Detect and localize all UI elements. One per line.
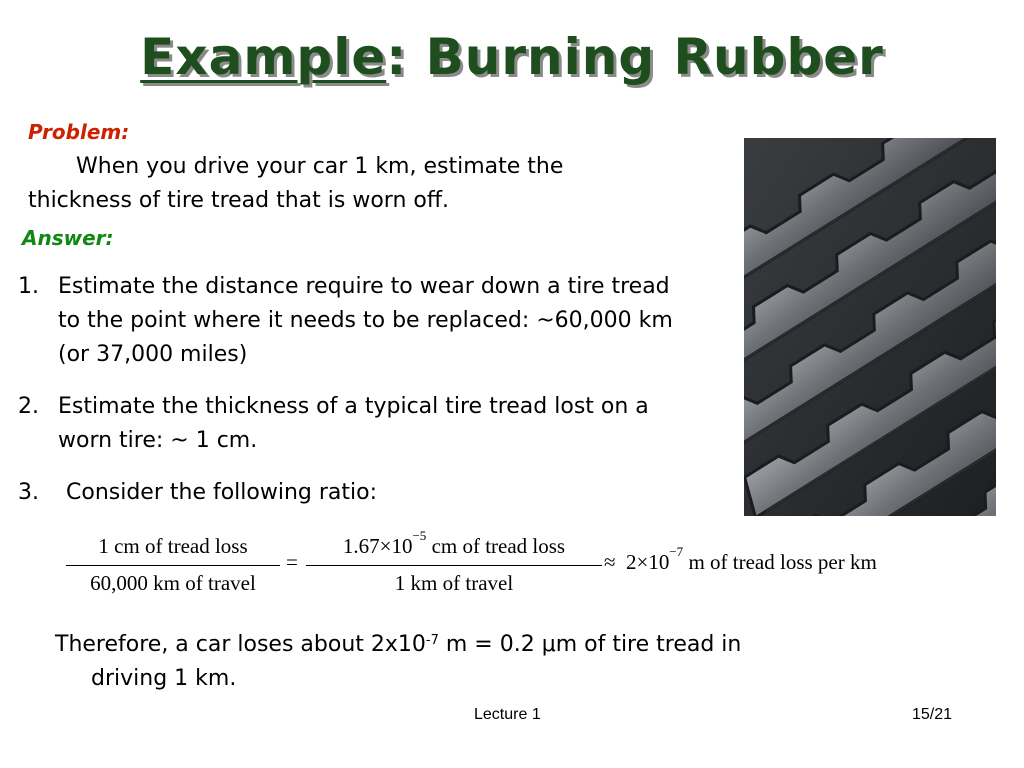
tire-tread-photo <box>744 138 996 516</box>
step-text: Estimate the distance require to wear down a tire tread to the point where it needs to be replaced: ~60,000 km (or 37,000 miles) <box>58 274 673 367</box>
conclusion-exponent: -7 <box>425 633 439 648</box>
fraction-2 <box>306 528 602 596</box>
answer-label: Answer: <box>22 226 114 250</box>
conclusion-post: m = 0.2 μm of tire tread in <box>438 632 742 657</box>
mantissa: 1.67×10 <box>342 534 413 558</box>
exponent: −5 <box>412 528 427 543</box>
approx-sign: ≈ <box>604 550 616 574</box>
step-number: 2. <box>18 394 39 419</box>
step-number: 1. <box>18 274 39 299</box>
title-rest: : Burning Rubber <box>386 28 884 86</box>
unit: m of tread loss per km <box>683 550 877 574</box>
conclusion-line-2: driving 1 km. <box>91 666 237 691</box>
ratio-equation <box>60 526 960 602</box>
step-number: 3. <box>18 480 39 505</box>
problem-line-2: thickness of tire tread that is worn off. <box>28 188 449 213</box>
fraction-1-numerator: 1 cm of tread loss <box>98 534 248 558</box>
conclusion <box>55 628 955 696</box>
fraction-2-numerator <box>306 528 602 559</box>
mantissa: 2×10 <box>626 550 670 574</box>
step-text: Estimate the thickness of a typical tire tread lost on a worn tire: ~ 1 cm. <box>58 394 649 453</box>
exponent: −7 <box>669 544 684 559</box>
problem-line-1: When you drive your car 1 km, estimate the <box>76 154 564 179</box>
fraction-1-denominator: 60,000 km of travel <box>90 571 256 595</box>
footer-page-number: 15/21 <box>912 706 953 723</box>
unit: cm of tread loss <box>426 534 566 558</box>
footer-lecture: Lecture 1 <box>474 706 541 723</box>
title-underlined: Example <box>140 28 387 86</box>
step-text: Consider the following ratio: <box>66 480 378 505</box>
problem-label: Problem: <box>28 120 130 144</box>
step-1 <box>18 270 678 372</box>
step-2 <box>18 390 678 458</box>
conclusion-pre: Therefore, a car loses about 2x10 <box>55 632 426 657</box>
step-3 <box>18 476 678 510</box>
fraction-2-denominator: 1 km of travel <box>394 571 514 595</box>
fraction-1 <box>66 534 280 596</box>
slide-title <box>0 28 1024 86</box>
equals-sign: = <box>286 550 298 574</box>
equation-result <box>626 544 877 575</box>
problem-text <box>28 150 678 218</box>
